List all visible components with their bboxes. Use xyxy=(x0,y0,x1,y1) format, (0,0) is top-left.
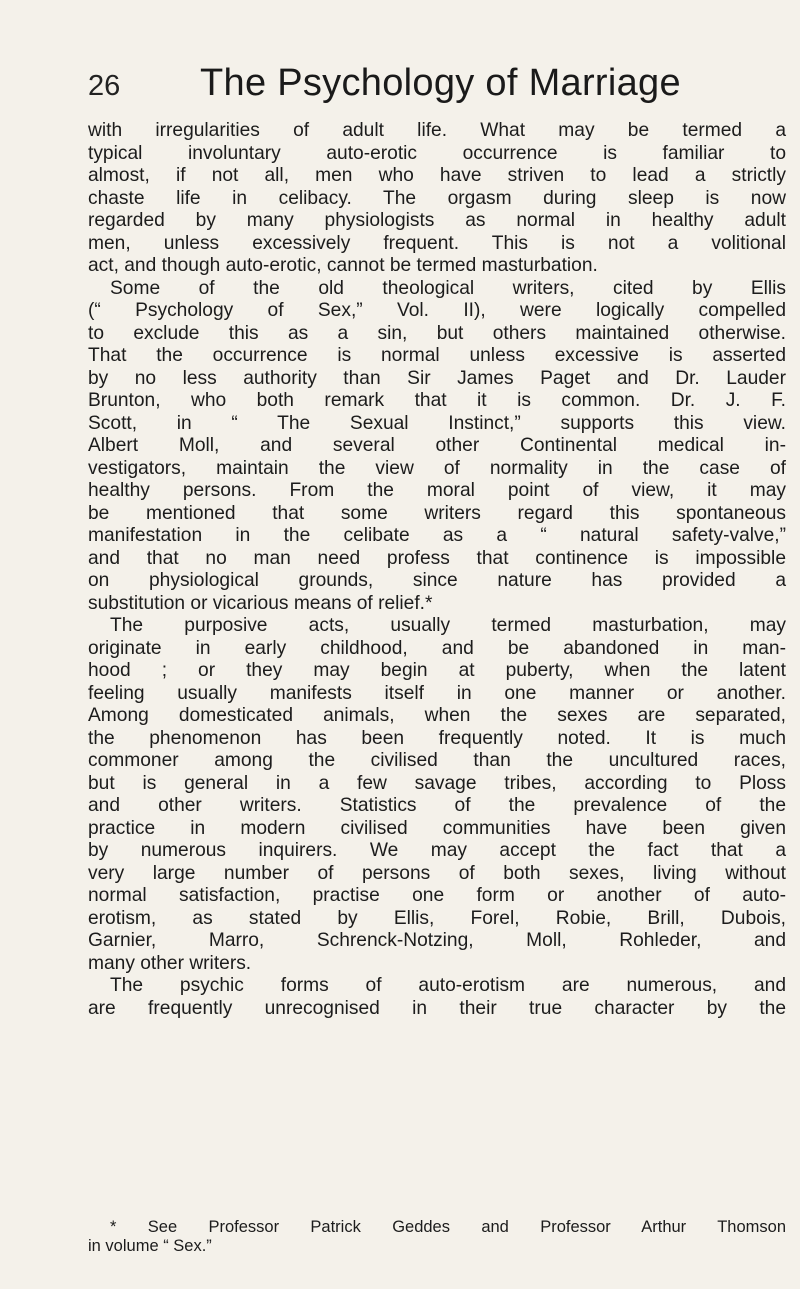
text-line: but is general in a few savage tribes, according to Ploss xyxy=(88,772,786,794)
text-line: many other writers. xyxy=(88,952,252,974)
body-text xyxy=(88,120,786,1020)
text-line: very large number of persons of both sexes, living without xyxy=(88,862,786,884)
text-line: Scott, in “ The Sexual Instinct,” supports this view. xyxy=(88,412,786,434)
text-line: typical involuntary auto-erotic occurrence is familiar to xyxy=(88,142,786,164)
page-number: 26 xyxy=(88,70,121,102)
text-line: on physiological grounds, since nature has provided a xyxy=(88,570,786,591)
text-line: men, unless excessively frequent. This is not a volitional xyxy=(88,232,786,254)
text-line: That the occurrence is normal unless excessive is asserted xyxy=(88,345,786,366)
text-line: and that no man need profess that continence is impossible xyxy=(88,547,786,569)
text-line: The purposive acts, usually termed masturbation, may xyxy=(110,615,786,636)
text-line: erotism, as stated by Ellis, Forel, Robie, Brill, Dubois, xyxy=(88,907,786,929)
text-line: feeling usually manifests itself in one manner or another. xyxy=(88,682,786,704)
text-line: are frequently unrecognised in their true character by the xyxy=(88,997,786,1019)
footnote-line: in volume “ Sex.” xyxy=(88,1237,212,1255)
text-line: regarded by many physiologists as normal in healthy adult xyxy=(88,210,786,231)
footnote xyxy=(88,1218,786,1256)
text-line: healthy persons. From the moral point of view, it may xyxy=(88,480,786,501)
text-line: The psychic forms of auto-erotism are numerous, and xyxy=(110,975,786,996)
text-line: by numerous inquirers. We may accept the fact that a xyxy=(88,840,786,861)
running-title: The Psychology of Marriage xyxy=(200,62,681,104)
text-line: with irregularities of adult life. What may be termed a xyxy=(88,120,786,141)
text-line: Some of the old theological writers, cited by Ellis xyxy=(110,277,786,299)
text-line: manifestation in the celibate as a “ natural safety-valve,” xyxy=(88,525,786,546)
text-line: hood ; or they may begin at puberty, when the latent xyxy=(88,660,786,681)
text-line: vestigators, maintain the view of normality in the case of xyxy=(88,457,786,479)
text-line: Garnier, Marro, Schrenck-Notzing, Moll, Rohleder, and xyxy=(88,930,786,951)
page-header xyxy=(88,62,728,106)
text-line: to exclude this as a sin, but others maintained otherwise. xyxy=(88,322,786,344)
text-line: Brunton, who both remark that it is common. Dr. J. F. xyxy=(88,390,786,411)
text-line: commoner among the civilised than the uncultured races, xyxy=(88,750,786,771)
footnote-line: * See Professor Patrick Geddes and Professor Arthur Thomson xyxy=(110,1218,786,1236)
text-line: Among domesticated animals, when the sexes are separated, xyxy=(88,705,786,726)
text-line: and other writers. Statistics of the prevalence of the xyxy=(88,795,786,816)
text-line: the phenomenon has been frequently noted. It is much xyxy=(88,727,786,749)
text-line: Albert Moll, and several other Continental medical in- xyxy=(88,435,786,456)
text-line: act, and though auto-erotic, cannot be termed masturbation. xyxy=(88,255,598,276)
text-line: (“ Psychology of Sex,” Vol. II), were logically compelled xyxy=(88,300,786,321)
text-line: chaste life in celibacy. The orgasm during sleep is now xyxy=(88,187,786,209)
text-line: be mentioned that some writers regard this spontaneous xyxy=(88,502,786,524)
text-line: substitution or vicarious means of relief.* xyxy=(88,592,433,614)
text-line: normal satisfaction, practise one form or another of auto- xyxy=(88,885,786,906)
text-line: almost, if not all, men who have striven to lead a strictly xyxy=(88,165,786,186)
text-line: by no less authority than Sir James Paget and Dr. Lauder xyxy=(88,367,786,389)
text-line: originate in early childhood, and be abandoned in man- xyxy=(88,637,786,659)
text-line: practice in modern civilised communities have been given xyxy=(88,817,786,839)
